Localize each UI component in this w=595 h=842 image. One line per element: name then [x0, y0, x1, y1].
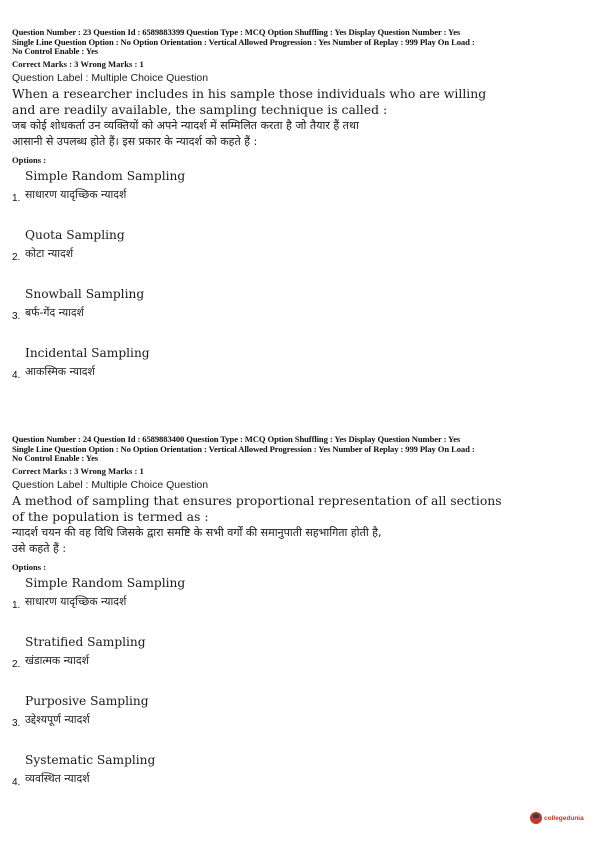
question-text-line: When a researcher includes in his sample those individuals who are willing	[12, 85, 487, 101]
option-text-en: Quota Sampling	[25, 227, 125, 242]
option-4[interactable]	[12, 346, 587, 405]
option-text-en: Purposive Sampling	[25, 693, 149, 708]
question-block-24	[12, 435, 587, 812]
option-text-en: Systematic Sampling	[25, 752, 156, 767]
question-text-line: आसानी से उपलब्ध होते हैं। इस प्रकार के न्यादर्श को कहते हैं :	[12, 134, 258, 148]
meta-line: Single Line Question Option : No Option Orientation : Vertical Allowed Progression : Yes Number of Replay : 999 Play On Load :	[12, 443, 475, 454]
option-text-en: Simple Random Sampling	[25, 168, 186, 183]
option-1[interactable]	[12, 576, 587, 635]
question-meta	[12, 435, 587, 464]
question-text-line: जब कोई शोधकर्ता उन व्यक्तियों को अपने न्यादर्श में सम्मिलित करता है जो तैयार हैं तथा	[12, 118, 359, 132]
options-heading: Options :	[12, 154, 47, 165]
collegedunia-logo	[530, 812, 584, 824]
options-heading: Options :	[12, 561, 47, 572]
question-text-line: A method of sampling that ensures proportional representation of all sections	[12, 492, 502, 508]
question-text-hi	[12, 118, 587, 150]
question-text-en	[12, 86, 587, 118]
option-number: 3.	[12, 310, 21, 322]
option-text-en: Snowball Sampling	[25, 286, 145, 301]
option-number: 4.	[12, 776, 21, 788]
option-number: 2.	[12, 251, 21, 263]
question-label: Question Label : Multiple Choice Question	[12, 71, 209, 84]
option-number: 2.	[12, 658, 21, 670]
option-4[interactable]	[12, 753, 587, 812]
option-2[interactable]	[12, 635, 587, 694]
question-label: Question Label : Multiple Choice Question	[12, 478, 209, 491]
options-list	[12, 169, 587, 405]
option-3[interactable]	[12, 694, 587, 753]
logo-text: collegedunia	[544, 814, 584, 822]
option-text-hi: आकस्मिक न्यादर्श	[25, 364, 95, 378]
question-text-line: and are readily available, the sampling technique is called :	[12, 101, 388, 117]
meta-line: Question Number : 23 Question Id : 6589883399 Question Type : MCQ Option Shuffling : Yes Display Question Number : Yes	[12, 27, 461, 37]
option-2[interactable]	[12, 228, 587, 287]
meta-line: Question Number : 24 Question Id : 6589883400 Question Type : MCQ Option Shuffling : Yes Display Question Number : Yes	[12, 434, 461, 444]
option-text-hi: बर्फ-गेंद न्यादर्श	[25, 305, 84, 319]
option-number: 1.	[12, 599, 21, 611]
question-meta	[12, 28, 587, 57]
option-text-hi: साधारण यादृच्छिक न्यादर्श	[25, 187, 127, 201]
marks-line: Correct Marks : 3 Wrong Marks : 1	[12, 465, 144, 476]
question-text-en	[12, 493, 587, 525]
question-text-line: न्यादर्श चयन की वह विधि जिसके द्वारा समष्टि के सभी वर्गों की समानुपाती सहभागिता होती है,	[12, 525, 382, 539]
meta-line: No Control Enable : Yes	[12, 453, 99, 464]
option-text-en: Incidental Sampling	[25, 345, 150, 360]
option-3[interactable]	[12, 287, 587, 346]
question-text-line: उसे कहते हैं :	[12, 541, 67, 555]
option-text-en: Simple Random Sampling	[25, 575, 186, 590]
option-text-hi: खंडात्मक न्यादर्श	[25, 653, 89, 667]
meta-line: No Control Enable : Yes	[12, 46, 99, 57]
marks-line: Correct Marks : 3 Wrong Marks : 1	[12, 58, 144, 69]
options-list	[12, 576, 587, 812]
question-text-line: of the population is termed as :	[12, 508, 209, 524]
question-block-23	[12, 28, 587, 405]
option-number: 1.	[12, 192, 21, 204]
option-text-hi: उद्देश्यपूर्ण न्यादर्श	[25, 712, 90, 726]
option-text-hi: कोटा न्यादर्श	[25, 246, 74, 260]
option-text-hi: साधारण यादृच्छिक न्यादर्श	[25, 594, 127, 608]
option-1[interactable]	[12, 169, 587, 228]
option-number: 3.	[12, 717, 21, 729]
logo-icon	[530, 812, 542, 824]
question-text-hi	[12, 525, 587, 557]
option-text-hi: व्यवस्थित न्यादर्श	[25, 771, 90, 785]
option-number: 4.	[12, 369, 21, 381]
option-text-en: Stratified Sampling	[25, 634, 146, 649]
meta-line: Single Line Question Option : No Option Orientation : Vertical Allowed Progression : Yes Number of Replay : 999 Play On Load :	[12, 36, 475, 47]
